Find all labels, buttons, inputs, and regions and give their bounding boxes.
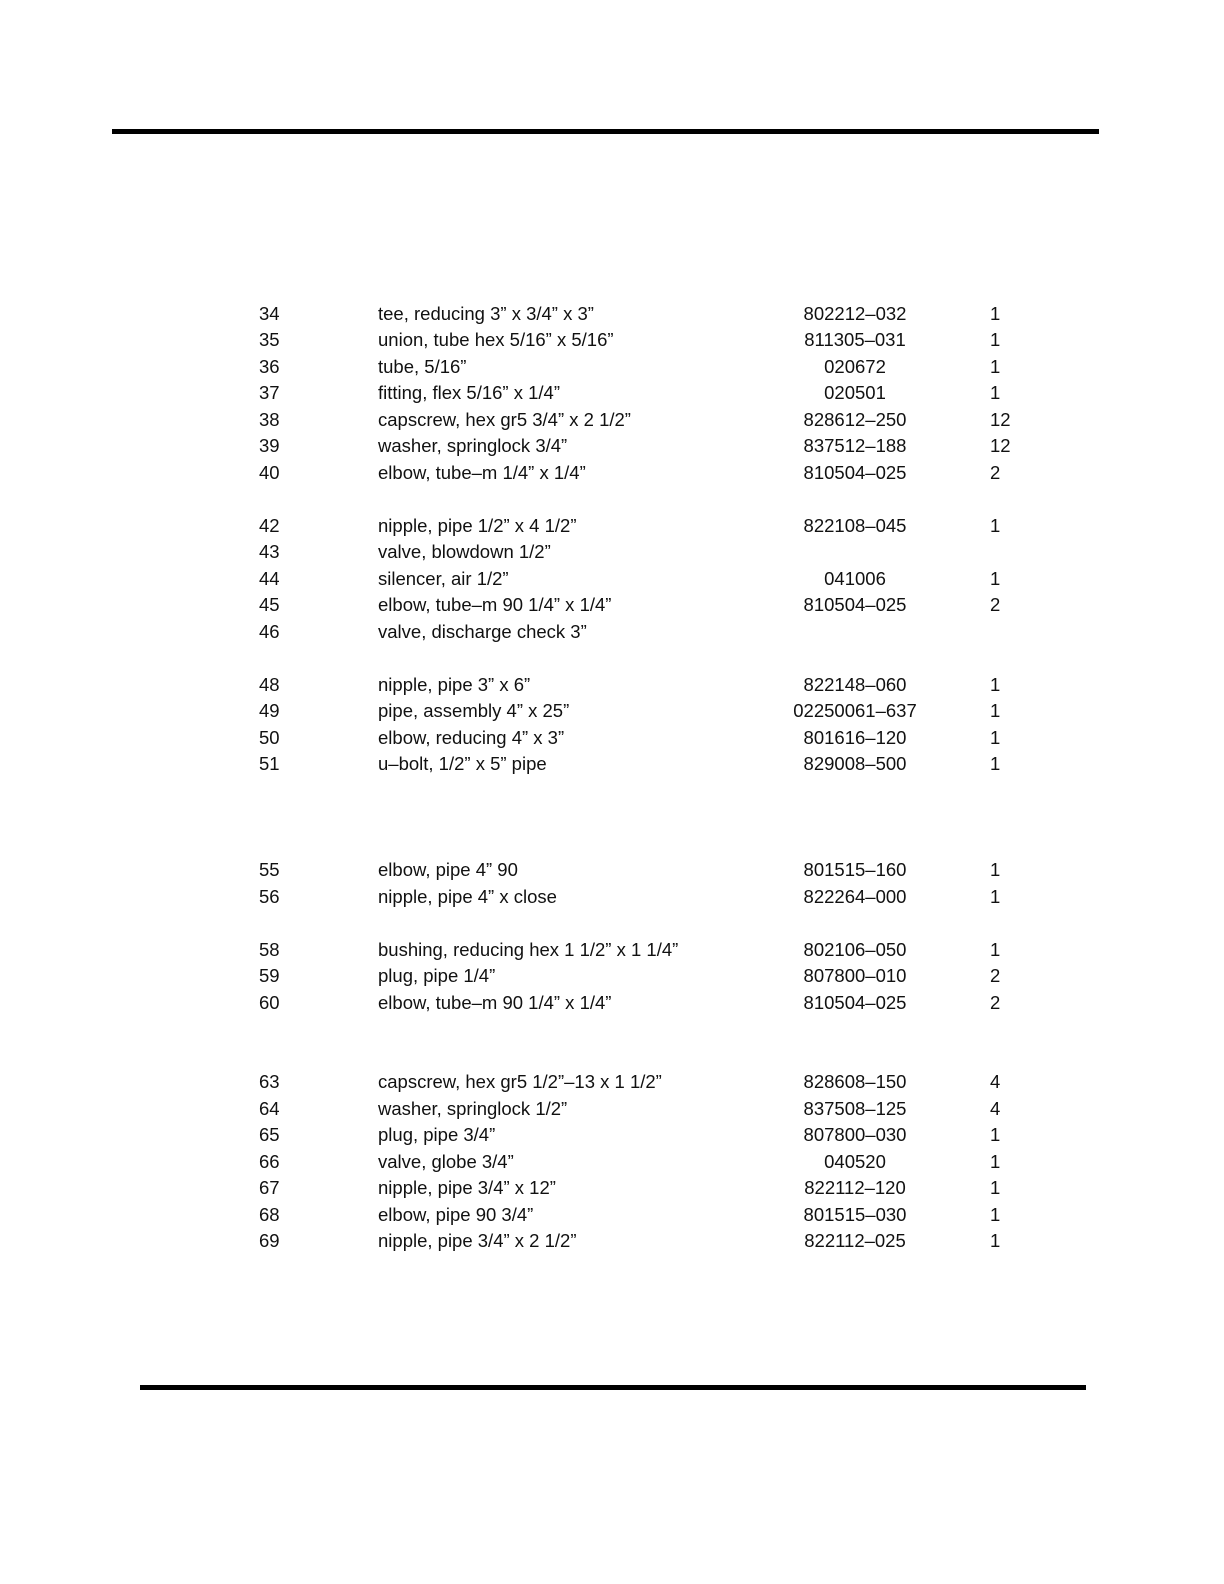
- part-number: 802106–050: [803, 939, 907, 960]
- table-row: [0, 354, 1224, 380]
- item-number: 43: [259, 541, 280, 562]
- part-number: 807800–010: [803, 965, 907, 986]
- quantity: 1: [990, 700, 1001, 721]
- part-number: 828612–250: [803, 409, 907, 430]
- item-description: elbow, tube–m 1/4” x 1/4”: [378, 462, 586, 483]
- item-number: 66: [259, 1151, 280, 1172]
- table-row: [0, 1175, 1224, 1201]
- item-number: 35: [259, 329, 280, 350]
- item-number: 50: [259, 727, 280, 748]
- quantity: 4: [990, 1098, 1001, 1119]
- item-description: nipple, pipe 3/4” x 12”: [378, 1177, 556, 1198]
- part-number: 801515–160: [803, 859, 907, 880]
- item-description: pipe, assembly 4” x 25”: [378, 700, 570, 721]
- item-number: 45: [259, 594, 280, 615]
- item-number: 68: [259, 1204, 280, 1225]
- quantity: 12: [990, 435, 1011, 456]
- table-row: [0, 539, 1224, 565]
- item-number: 38: [259, 409, 280, 430]
- item-number: 44: [259, 568, 280, 589]
- part-number: 807800–030: [803, 1124, 907, 1145]
- table-row: [0, 566, 1224, 592]
- part-number: 020501: [824, 382, 886, 403]
- table-row: [0, 407, 1224, 433]
- quantity: 2: [990, 594, 1001, 615]
- item-number: 59: [259, 965, 280, 986]
- part-number: 041006: [824, 568, 886, 589]
- item-description: nipple, pipe 3” x 6”: [378, 674, 531, 695]
- item-description: capscrew, hex gr5 3/4” x 2 1/2”: [378, 409, 631, 430]
- table-row: [0, 672, 1224, 698]
- item-number: 56: [259, 886, 280, 907]
- item-description: elbow, tube–m 90 1/4” x 1/4”: [378, 594, 612, 615]
- item-description: nipple, pipe 4” x close: [378, 886, 557, 907]
- quantity: 1: [990, 727, 1001, 748]
- part-number: 822148–060: [803, 674, 907, 695]
- quantity: 1: [990, 515, 1001, 536]
- part-number: 822112–120: [804, 1177, 906, 1198]
- bottom-rule: [140, 1385, 1086, 1390]
- item-description: u–bolt, 1/2” x 5” pipe: [378, 753, 547, 774]
- item-number: 34: [259, 303, 280, 324]
- item-description: elbow, tube–m 90 1/4” x 1/4”: [378, 992, 612, 1013]
- item-number: 36: [259, 356, 280, 377]
- quantity: 1: [990, 382, 1001, 403]
- item-number: 64: [259, 1098, 280, 1119]
- part-number: 810504–025: [803, 462, 907, 483]
- item-description: nipple, pipe 1/2” x 4 1/2”: [378, 515, 577, 536]
- quantity: 2: [990, 992, 1001, 1013]
- item-number: 48: [259, 674, 280, 695]
- item-description: tube, 5/16”: [378, 356, 467, 377]
- item-description: union, tube hex 5/16” x 5/16”: [378, 329, 614, 350]
- part-number: 837508–125: [803, 1098, 907, 1119]
- item-description: capscrew, hex gr5 1/2”–13 x 1 1/2”: [378, 1071, 662, 1092]
- quantity: 2: [990, 462, 1001, 483]
- item-description: silencer, air 1/2”: [378, 568, 509, 589]
- table-row: [0, 937, 1224, 963]
- quantity: 1: [990, 674, 1001, 695]
- table-row: [0, 1149, 1224, 1175]
- quantity: 1: [990, 1230, 1001, 1251]
- part-number: 829008–500: [803, 753, 907, 774]
- table-row: [0, 698, 1224, 724]
- table-row: [0, 963, 1224, 989]
- item-number: 49: [259, 700, 280, 721]
- table-row: [0, 460, 1224, 486]
- part-number: 020672: [824, 356, 886, 377]
- quantity: 1: [990, 1151, 1001, 1172]
- quantity: 1: [990, 356, 1001, 377]
- part-number: 02250061–637: [793, 700, 917, 721]
- item-description: elbow, pipe 90 3/4”: [378, 1204, 534, 1225]
- item-description: elbow, pipe 4” 90: [378, 859, 518, 880]
- table-row: [0, 725, 1224, 751]
- quantity: 1: [990, 1177, 1001, 1198]
- item-description: plug, pipe 1/4”: [378, 965, 496, 986]
- table-row: [0, 1228, 1224, 1254]
- item-number: 60: [259, 992, 280, 1013]
- item-number: 58: [259, 939, 280, 960]
- part-number: 822264–000: [803, 886, 907, 907]
- quantity: 1: [990, 939, 1001, 960]
- part-number: 822108–045: [803, 515, 907, 536]
- table-row: [0, 884, 1224, 910]
- quantity: 2: [990, 965, 1001, 986]
- part-number: 811305–031: [804, 329, 906, 350]
- table-row: [0, 1202, 1224, 1228]
- table-row: [0, 433, 1224, 459]
- item-number: 55: [259, 859, 280, 880]
- part-number: 801515–030: [803, 1204, 907, 1225]
- item-description: valve, blowdown 1/2”: [378, 541, 551, 562]
- part-number: 810504–025: [803, 594, 907, 615]
- table-row: [0, 327, 1224, 353]
- quantity: 1: [990, 568, 1001, 589]
- table-row: [0, 592, 1224, 618]
- item-description: fitting, flex 5/16” x 1/4”: [378, 382, 561, 403]
- table-row: [0, 751, 1224, 777]
- quantity: 1: [990, 753, 1001, 774]
- table-row: [0, 301, 1224, 327]
- table-row: [0, 1069, 1224, 1095]
- item-description: bushing, reducing hex 1 1/2” x 1 1/4”: [378, 939, 679, 960]
- table-row: [0, 380, 1224, 406]
- part-number: 822112–025: [804, 1230, 906, 1251]
- item-number: 39: [259, 435, 280, 456]
- part-number: 828608–150: [803, 1071, 907, 1092]
- item-number: 63: [259, 1071, 280, 1092]
- item-description: plug, pipe 3/4”: [378, 1124, 496, 1145]
- table-row: [0, 857, 1224, 883]
- item-number: 42: [259, 515, 280, 536]
- item-number: 67: [259, 1177, 280, 1198]
- part-number: 040520: [824, 1151, 886, 1172]
- item-description: nipple, pipe 3/4” x 2 1/2”: [378, 1230, 577, 1251]
- item-number: 69: [259, 1230, 280, 1251]
- part-number: 801616–120: [803, 727, 907, 748]
- item-description: washer, springlock 1/2”: [378, 1098, 568, 1119]
- item-number: 37: [259, 382, 280, 403]
- quantity: 4: [990, 1071, 1001, 1092]
- part-number: 837512–188: [803, 435, 907, 456]
- part-number: 810504–025: [803, 992, 907, 1013]
- item-description: valve, discharge check 3”: [378, 621, 587, 642]
- quantity: 1: [990, 1124, 1001, 1145]
- table-row: [0, 1096, 1224, 1122]
- item-description: washer, springlock 3/4”: [378, 435, 568, 456]
- table-row: [0, 990, 1224, 1016]
- table-row: [0, 513, 1224, 539]
- item-description: elbow, reducing 4” x 3”: [378, 727, 565, 748]
- item-description: valve, globe 3/4”: [378, 1151, 514, 1172]
- item-number: 65: [259, 1124, 280, 1145]
- item-number: 46: [259, 621, 280, 642]
- table-row: [0, 1122, 1224, 1148]
- table-row: [0, 619, 1224, 645]
- quantity: 1: [990, 303, 1001, 324]
- part-number: 802212–032: [803, 303, 907, 324]
- quantity: 1: [990, 329, 1001, 350]
- item-number: 40: [259, 462, 280, 483]
- quantity: 1: [990, 886, 1001, 907]
- quantity: 12: [990, 409, 1011, 430]
- quantity: 1: [990, 1204, 1001, 1225]
- item-description: tee, reducing 3” x 3/4” x 3”: [378, 303, 594, 324]
- quantity: 1: [990, 859, 1001, 880]
- item-number: 51: [259, 753, 280, 774]
